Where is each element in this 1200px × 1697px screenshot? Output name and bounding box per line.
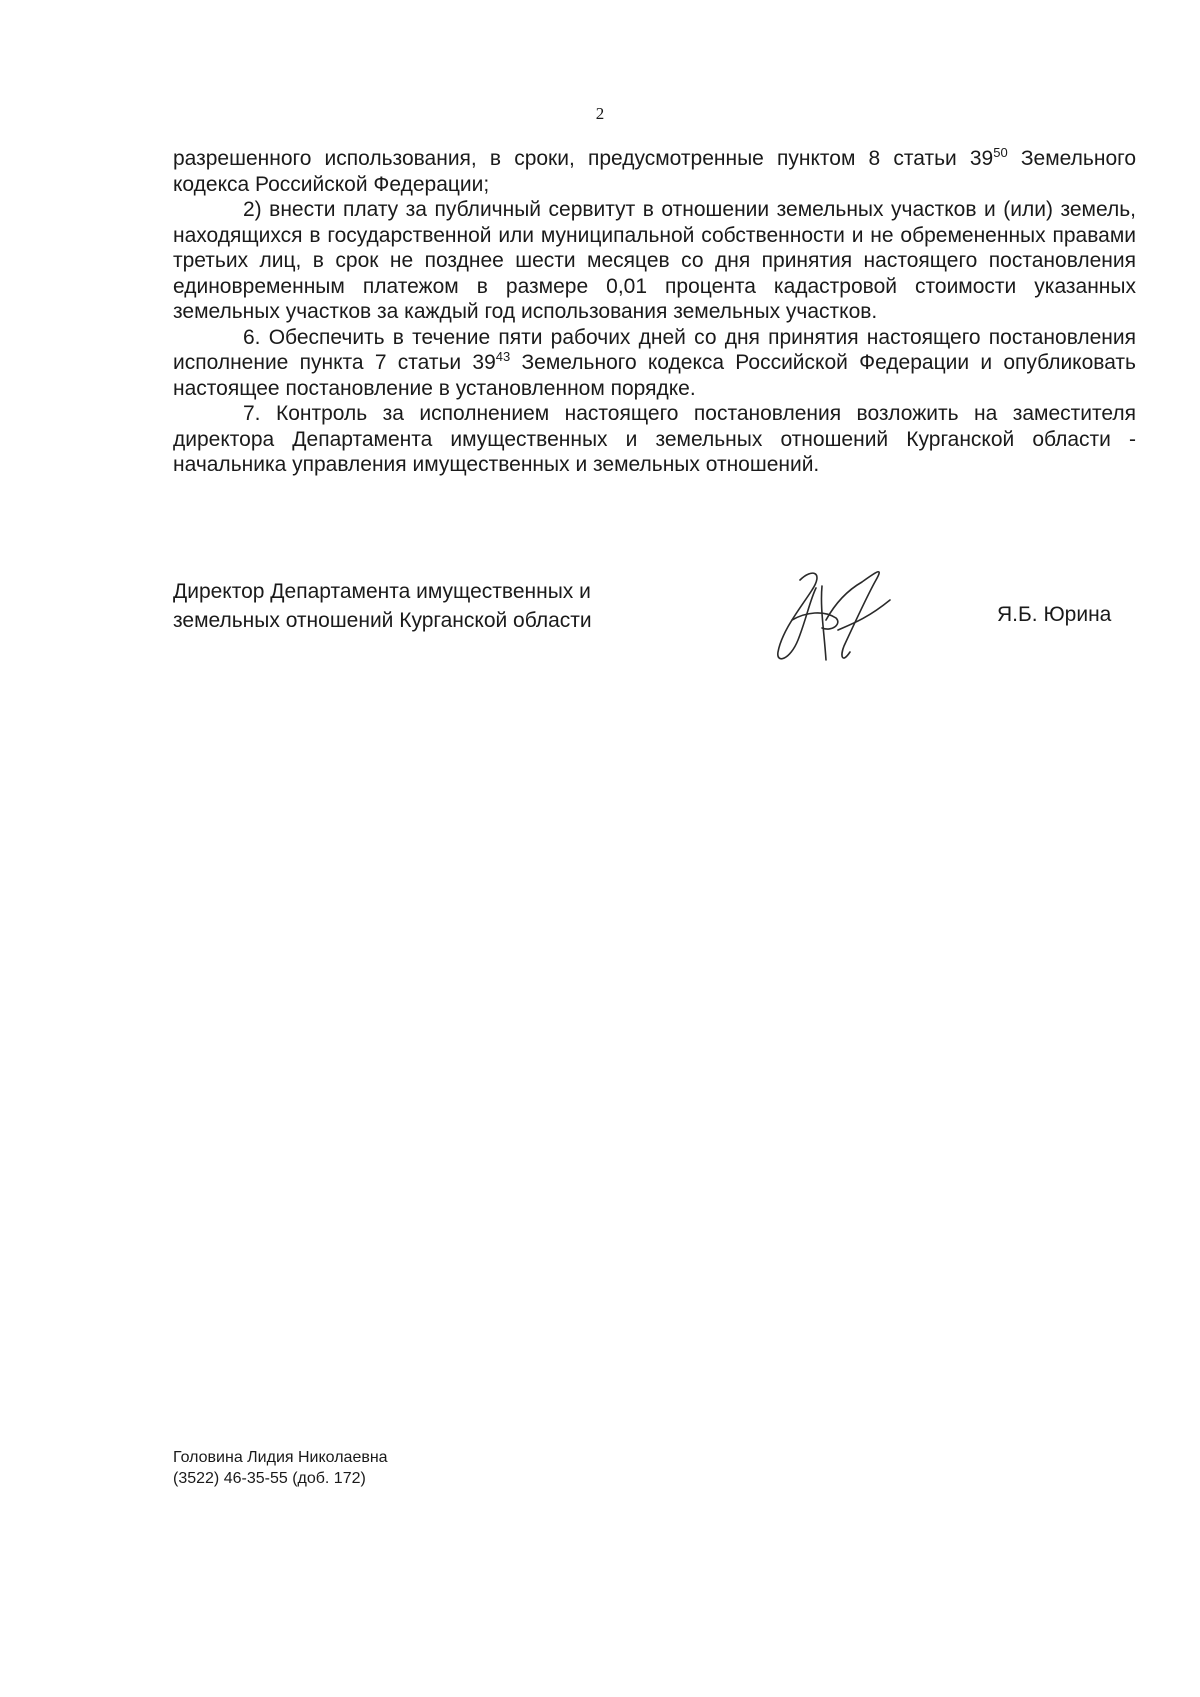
paragraph-item-2: 2) внести плату за публичный сервитут в отношении земельных участков и (или) земель, находящихся в государственной или муниципальной собственности и не обремененных правами третьих лиц, в срок не позднее шести месяцев со дня принятия настоящего постановления единовременным платежом в размере 0,01 процента кадастровой стоимости указанных земельных участков за каждый год использования земельных участков.: [173, 198, 1136, 323]
signatory-title-line: земельных отношений Курганской области: [173, 609, 592, 632]
page-number: 2: [595, 104, 605, 123]
paragraph-item-6: [173, 325, 1136, 402]
executor-name: Головина Лидия Николаевна: [173, 1449, 388, 1466]
executor-info: [173, 1447, 388, 1489]
executor-phone: (3522) 46-35-55 (доб. 172): [173, 1470, 366, 1487]
paragraph-continuation: [173, 146, 1136, 197]
article-superscript: 50: [993, 145, 1008, 160]
paragraph-text: разрешенного использования, в сроки, предусмотренные пунктом 8 статьи 39: [173, 147, 994, 170]
paragraph-item-7: 7. Контроль за исполнением настоящего постановления возложить на заместителя директора Департамента имущественных и земельных отношений Курганской области - начальника управления имущественных и земельных отношений.: [173, 402, 1136, 476]
paragraph-text: 6. Обеспечить в течение пяти рабочих дней со дня принятия настоящего постановления исполнение пункта 7 статьи 39: [173, 325, 1136, 374]
handwritten-signature: [772, 560, 902, 670]
article-superscript: 43: [495, 349, 511, 364]
document-body: [173, 146, 1136, 478]
paragraph-text: Земельного кодекса Российской Федерации и опубликовать настоящее постановление в установленном порядке.: [173, 351, 1136, 400]
signatory-title: [173, 577, 592, 635]
signatory-title-line: Директор Департамента имущественных и: [173, 580, 591, 603]
paragraph-text: Земельного кодекса Российской Федерации;: [173, 147, 1136, 196]
signatory-name: Я.Б. Юрина: [997, 603, 1112, 626]
